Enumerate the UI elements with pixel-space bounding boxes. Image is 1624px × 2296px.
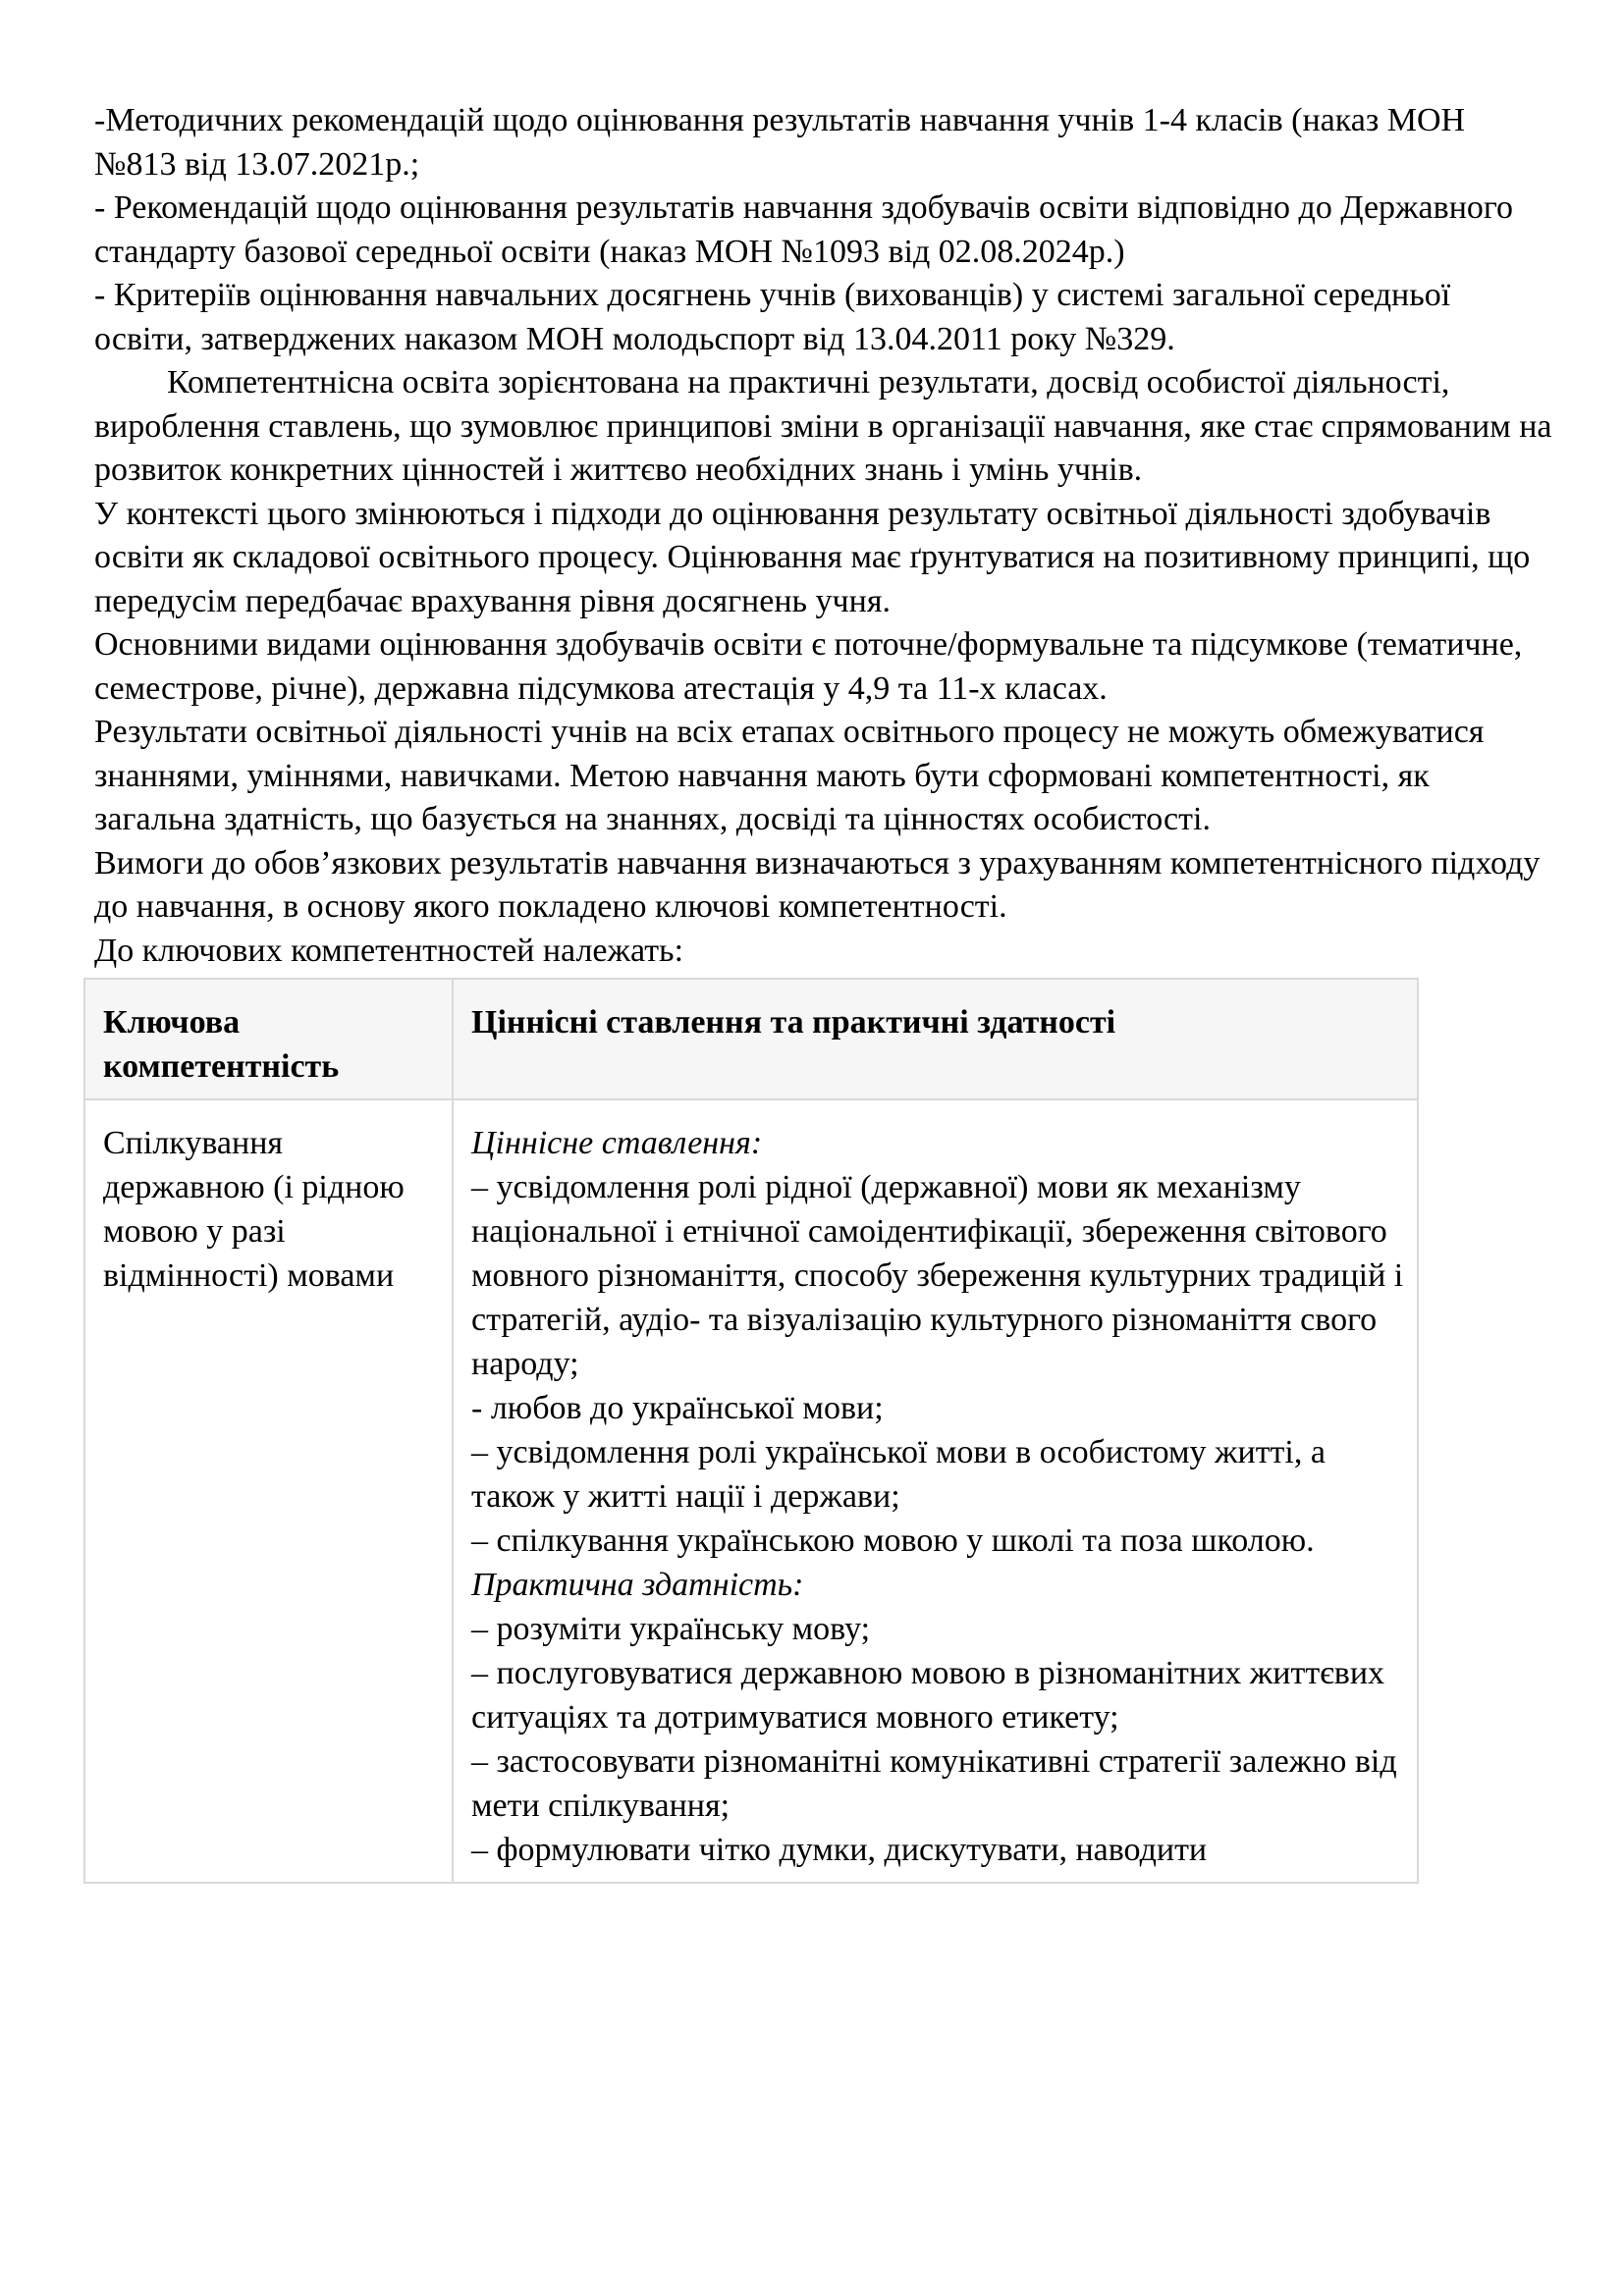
value-item: – усвідомлення ролі рідної (державної) мови як механізму національної і етнічної самоідентифікації, збереження світового мовного різноманіття, способу збереження культурних традицій і стратегій, аудіо- та візуалізацію культурного різноманіття свого народу; [471, 1169, 1404, 1382]
value-item: – застосовувати різноманітні комунікативні стратегії залежно від мети спілкування; [471, 1743, 1397, 1824]
value-item: – спілкування українською мовою у школі та поза школою. [471, 1522, 1315, 1559]
value-item: - любов до української мови; [471, 1390, 884, 1426]
value-item: – послуговуватися державною мовою в різноманітних життєвих ситуаціях та дотримуватися мовного етикету; [471, 1655, 1385, 1735]
paragraph: Вимоги до обов’язкових результатів навчання визначаються з урахуванням компетентнісного підходу до навчання, в основу якого покладено ключові компетентності. [94, 844, 1541, 925]
competence-table [83, 978, 1419, 1884]
value-item: Ціннісне ставлення: [471, 1125, 763, 1161]
paragraph: До ключових компетентностей належать: [94, 932, 684, 969]
value-item: Практична здатність: [471, 1567, 804, 1603]
paragraph: - Рекомендацій щодо оцінювання результатів навчання здобувачів освіти відповідно до Державного стандарту базової середньої освіти (наказ МОН №1093 від 02.08.2024р.) [94, 189, 1513, 270]
values-cell [453, 1099, 1418, 1883]
paragraph: У контексті цього змінюються і підходи до оцінювання результату освітньої діяльності здобувачів освіти як складової освітнього процесу. Оцінювання має ґрунтуватися на позитивному принципі, що передусім передбачає врахування рівня досягнень учня. [94, 495, 1531, 619]
competence-cell: Спілкування державною (і рідною мовою у разі відмінності) мовами [84, 1099, 453, 1883]
paragraph: -Методичних рекомендацій щодо оцінювання результатів навчання учнів 1-4 класів (наказ МОН №813 від 13.07.2021р.; [94, 102, 1466, 183]
paragraph: Компетентнісна освіта зорієнтована на практичні результати, досвід особистої діяльності, вироблення ставлень, що зумовлює принципові зміни в організації навчання, яке стає спрямованим на розвиток конкретних цінностей і життєво необхідних знань і умінь учнів. [94, 364, 1552, 488]
table-header-row [84, 979, 1418, 1099]
paragraph: Основними видами оцінювання здобувачів освіти є поточне/формувальне та підсумкове (тематичне, семестрове, річне), державна підсумкова атестація у 4,9 та 11-х класах. [94, 626, 1523, 707]
value-item: – розуміти українську мову; [471, 1611, 871, 1647]
table-header-values: Ціннісні ставлення та практичні здатності [453, 979, 1418, 1099]
value-item: – усвідомлення ролі української мови в особистому житті, а також у житті нації і держави; [471, 1434, 1326, 1515]
table-header-competence: Ключова компетентність [84, 979, 453, 1099]
paragraph: Результати освітньої діяльності учнів на всіх етапах освітнього процесу не можуть обмежуватися знаннями, уміннями, навичками. Метою навчання мають бути сформовані компетентності, як загальна здатність, що базується на знаннях, досвіді та цінностях особистості. [94, 714, 1485, 837]
table-row [84, 1099, 1418, 1883]
value-item: – формулювати чітко думки, дискутувати, наводити [471, 1832, 1208, 1868]
body-text [94, 99, 1555, 973]
paragraph: - Критеріїв оцінювання навчальних досягнень учнів (вихованців) у системі загальної середньої освіти, затверджених наказом МОН молодьспорт від 13.04.2011 року №329. [94, 277, 1451, 357]
